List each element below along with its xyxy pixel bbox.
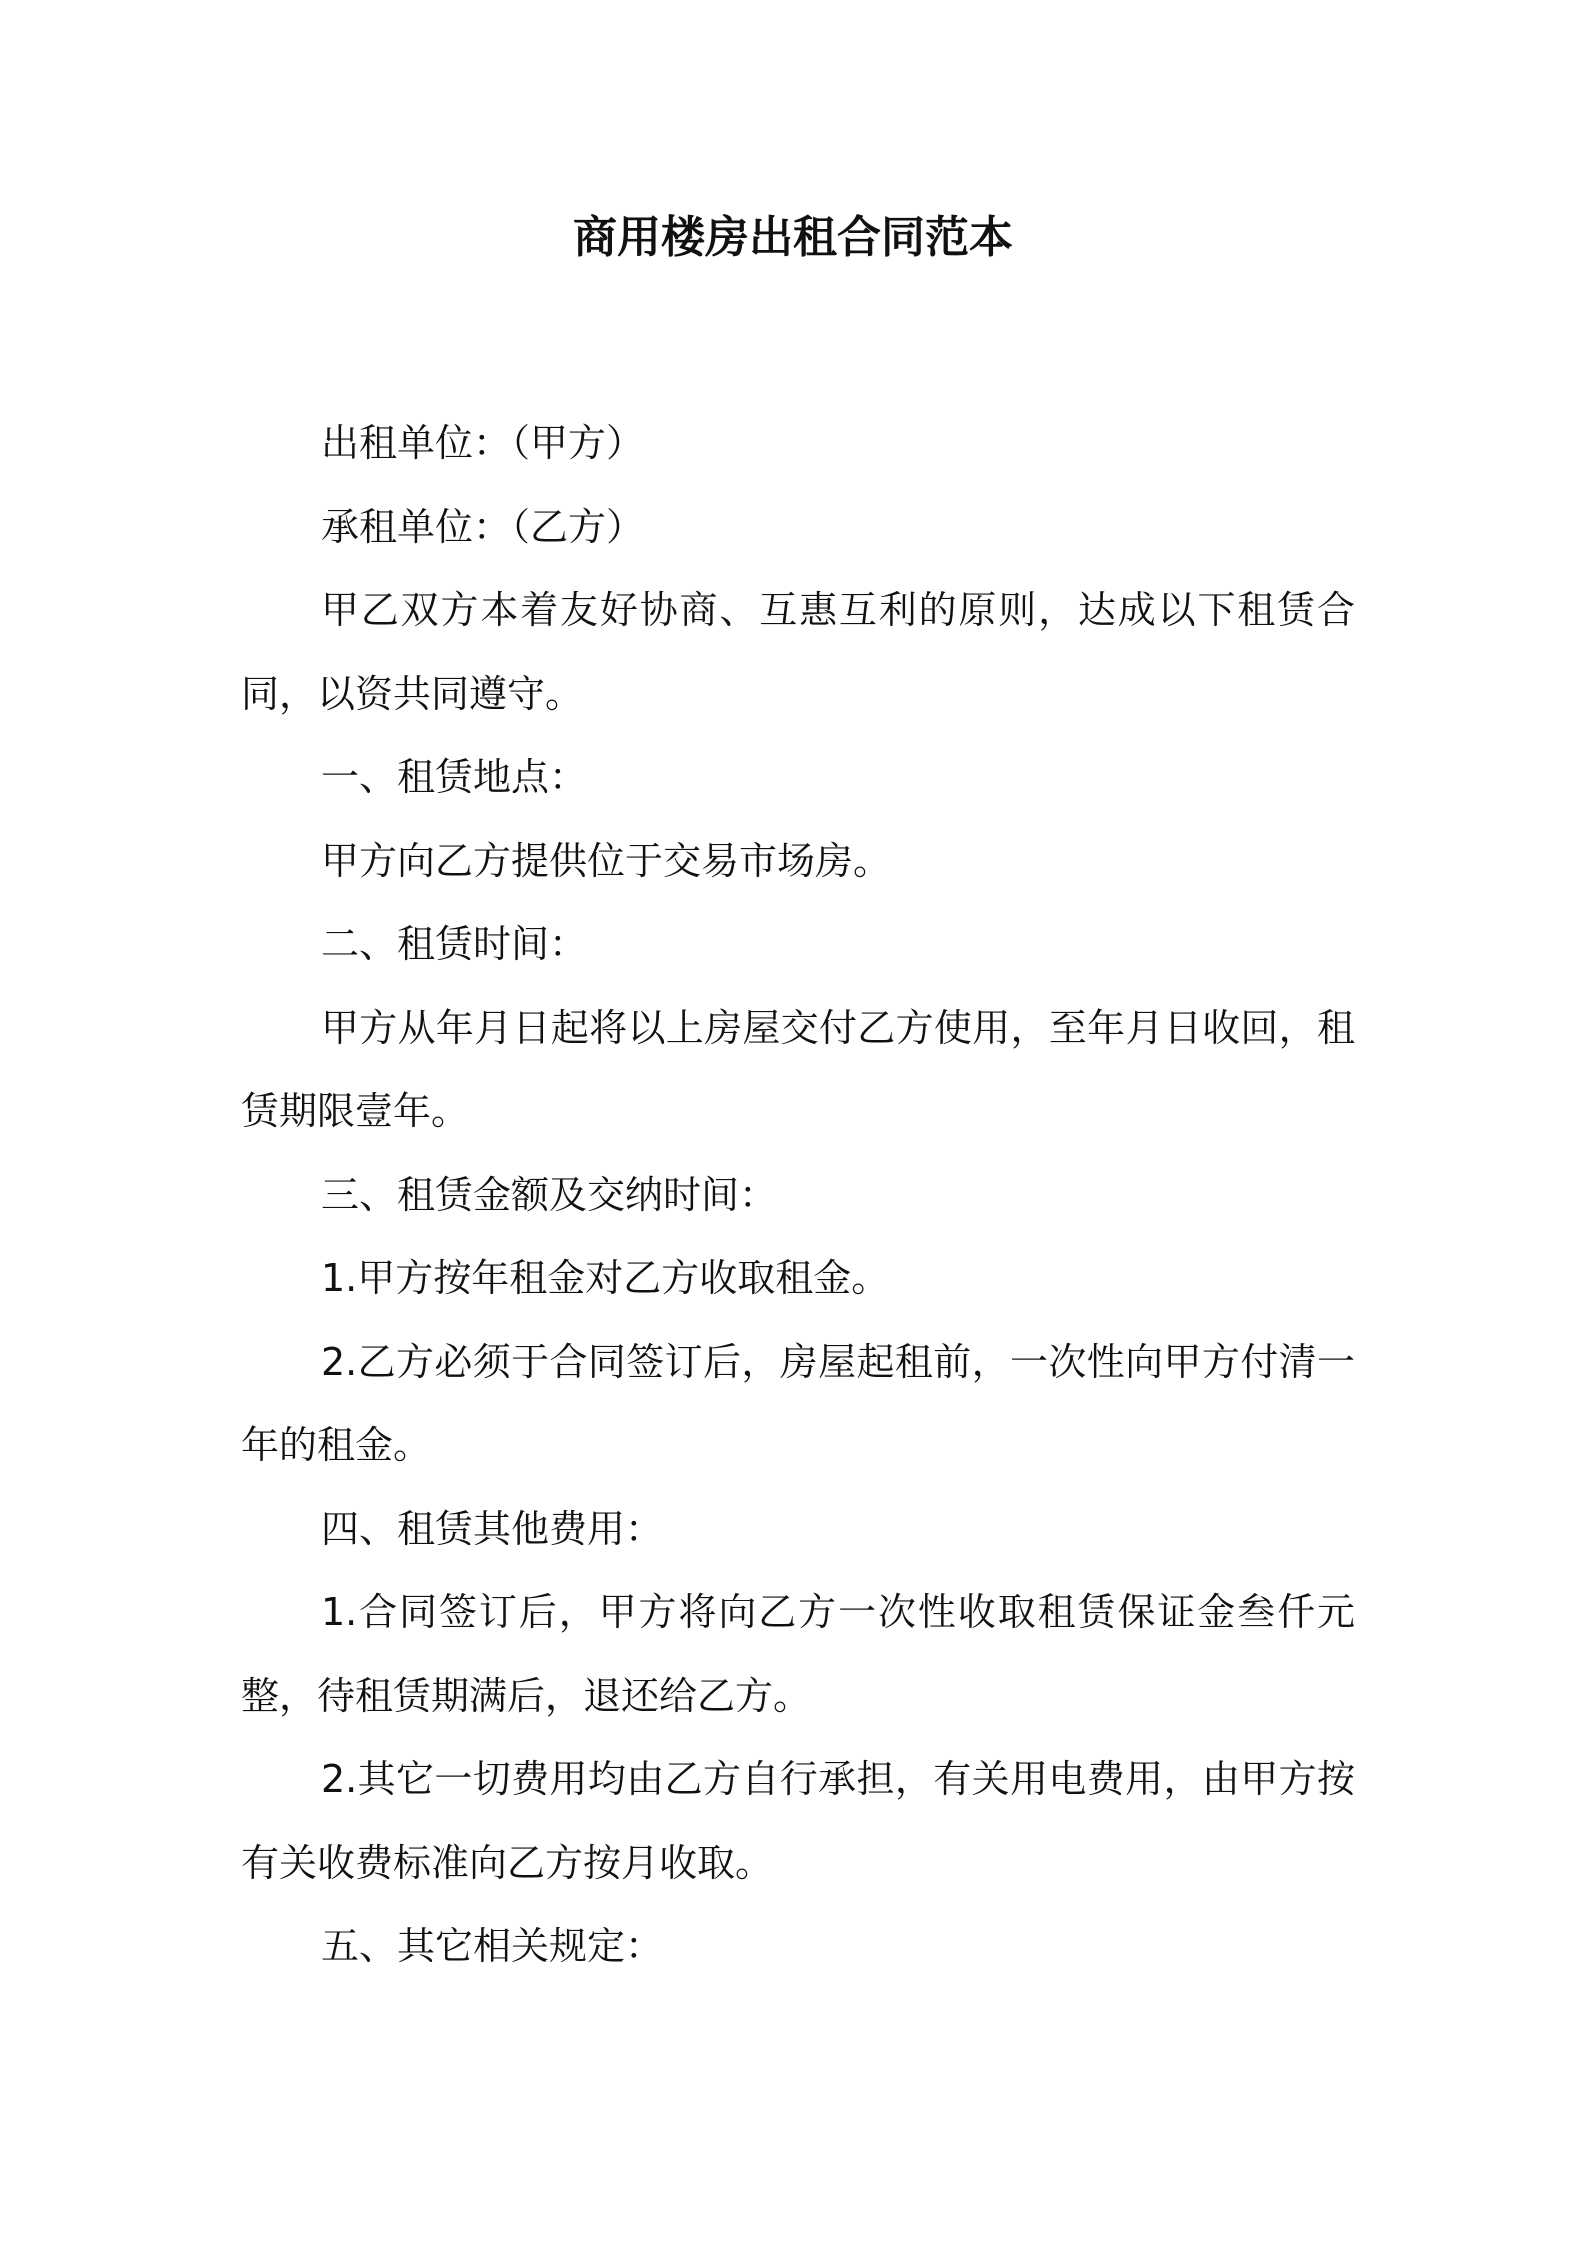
section-heading-period: 二、租赁时间： (321, 922, 588, 966)
section-heading-location: 一、租赁地点： (321, 755, 588, 799)
paragraph-lessor: 出租单位：（甲方） (321, 421, 645, 465)
paragraph-fees-1: 1.合同签订后，甲方将向乙方一次性收取租赁保证金叁仟元整，待租赁期满后，退还给乙方。 (241, 1590, 1355, 1718)
paragraph-lessee: 承租单位：（乙方） (321, 504, 645, 549)
paragraph-location: 甲方向乙方提供位于交易市场房。 (321, 838, 892, 883)
paragraph-rent-2: 2.乙方必须于合同签订后，房屋起租前，一次性向甲方付清一年的租金。 (241, 1339, 1355, 1467)
paragraph-fees-2: 2.其它一切费用均由乙方自行承担，有关用电费用，由甲方按有关收费标准向乙方按月收取。 (241, 1757, 1355, 1885)
paragraph-period: 甲方从年月日起将以上房屋交付乙方使用，至年月日收回，租赁期限壹年。 (241, 1005, 1355, 1133)
section-heading-other-provisions: 五、其它相关规定： (321, 1924, 664, 1968)
section-heading-rent: 三、租赁金额及交纳时间： (321, 1172, 778, 1217)
paragraph-rent-1: 1.甲方按年租金对乙方收取租金。 (321, 1256, 890, 1300)
paragraph-preamble: 甲乙双方本着友好协商、互惠互利的原则，达成以下租赁合同，以资共同遵守。 (241, 588, 1355, 716)
document-title: 商用楼房出租合同范本 (573, 212, 1013, 263)
document-body (241, 402, 1355, 1989)
section-heading-other-fees: 四、租赁其他费用： (321, 1506, 664, 1551)
